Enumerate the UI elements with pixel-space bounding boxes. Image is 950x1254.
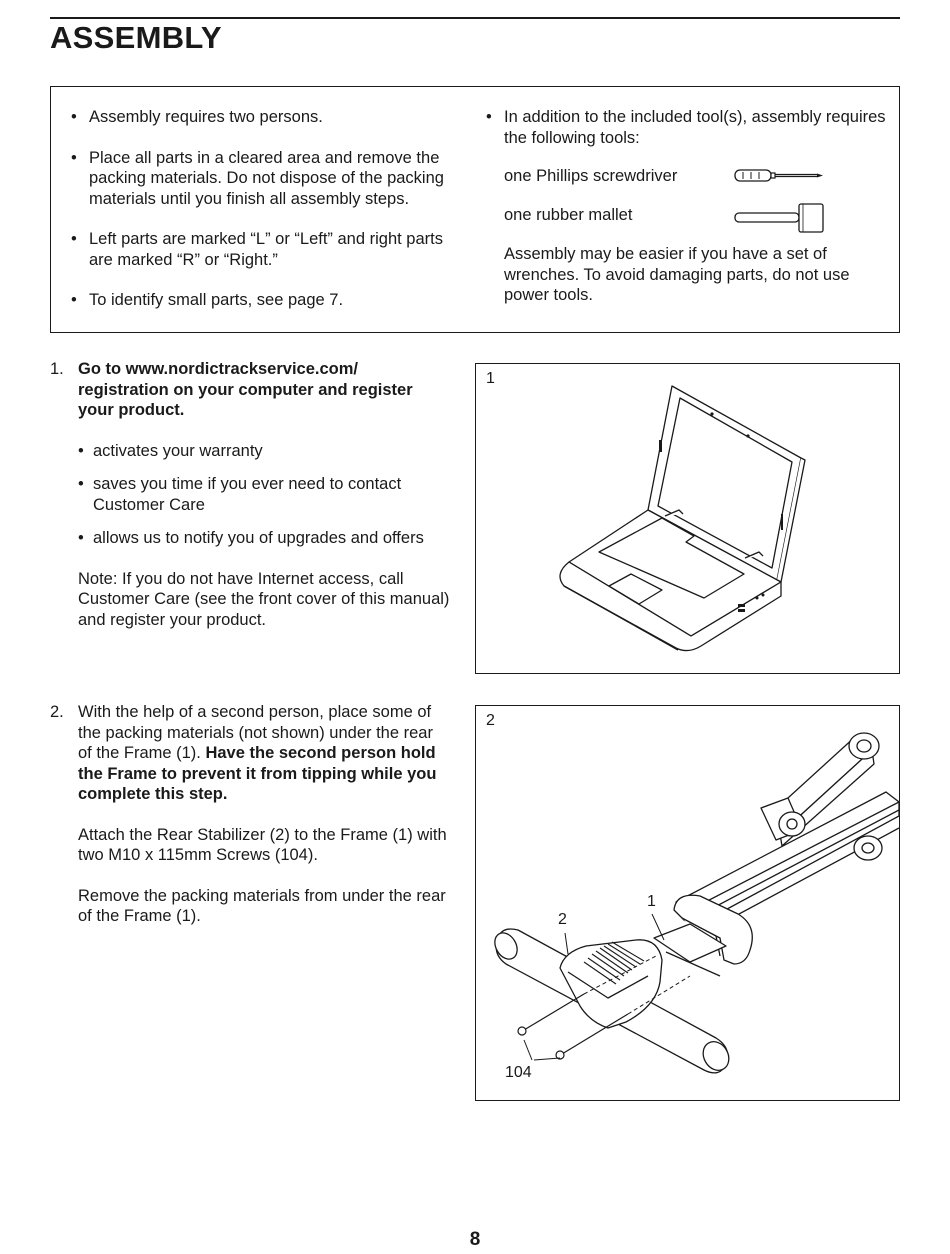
callout-stabilizer: 2 bbox=[558, 911, 567, 928]
info-right-column bbox=[486, 107, 886, 306]
assembly-info-box bbox=[50, 86, 900, 333]
callout-frame: 1 bbox=[647, 893, 656, 910]
step-1-heading: Go to www.nordictrackservice.com/ registration on your computer and register your product. bbox=[78, 360, 413, 419]
step-number: 2. bbox=[50, 703, 64, 721]
step-1 bbox=[50, 359, 450, 650]
callout-screws: 104 bbox=[505, 1064, 532, 1081]
figure-label: 2 bbox=[486, 712, 495, 729]
screwdriver-icon bbox=[733, 162, 828, 188]
figure-2 bbox=[475, 705, 900, 1101]
step-1-bullet: • activates your warranty bbox=[78, 441, 263, 460]
step-number: 1. bbox=[50, 360, 64, 378]
info-bullet: • Assembly requires two persons. bbox=[71, 108, 323, 126]
page-title: ASSEMBLY bbox=[50, 20, 222, 55]
step-1-note: Note: If you do not have Internet access, call Customer Care (see the front cover of this manual) and register your product. bbox=[78, 569, 450, 629]
info-bullet: • To identify small parts, see page 7. bbox=[71, 291, 344, 309]
step-2-text-3: Remove the packing materials from under the rear of the Frame (1). bbox=[78, 886, 446, 925]
step-1-bullet: • allows us to notify you of upgrades and offers bbox=[78, 529, 424, 547]
tools-intro: • In addition to the included tool(s), assembly requires the following tools: bbox=[486, 108, 886, 147]
header-rule bbox=[50, 17, 900, 19]
info-bullet: • Left parts are marked “L” or “Left” and right parts are marked “R” or “Right.” bbox=[71, 230, 443, 269]
step-1-bullet: • saves you time if you ever need to contact Customer Care bbox=[78, 475, 402, 514]
step-2 bbox=[50, 702, 450, 947]
page-number: 8 bbox=[469, 1229, 481, 1250]
step-2-text-1: With the help of a second person, place some of the packing materials (not shown) under the rear of the Frame (1). Have the second person hold the Frame to prevent it from tipping while you complete this step. bbox=[78, 703, 437, 803]
tool-label: one rubber mallet bbox=[504, 206, 633, 224]
figure-1 bbox=[475, 363, 900, 674]
tool-screwdriver-row bbox=[486, 166, 886, 186]
tool-label: one Phillips screwdriver bbox=[504, 167, 678, 185]
mallet-icon bbox=[733, 201, 828, 235]
frame-stabilizer-illustration bbox=[476, 706, 899, 1100]
laptop-illustration bbox=[476, 364, 899, 673]
info-left-column bbox=[71, 107, 461, 331]
figure-label: 1 bbox=[486, 370, 495, 387]
tools-note: Assembly may be easier if you have a set of wrenches. To avoid damaging parts, do not use power tools. bbox=[504, 245, 850, 304]
step-2-text-2: Attach the Rear Stabilizer (2) to the Frame (1) with two M10 x 115mm Screws (104). bbox=[78, 825, 447, 864]
tool-mallet-row bbox=[486, 205, 886, 225]
info-bullet: • Place all parts in a cleared area and remove the packing materials. Do not dispose of the packing materials until you finish all assembly steps. bbox=[71, 148, 444, 208]
